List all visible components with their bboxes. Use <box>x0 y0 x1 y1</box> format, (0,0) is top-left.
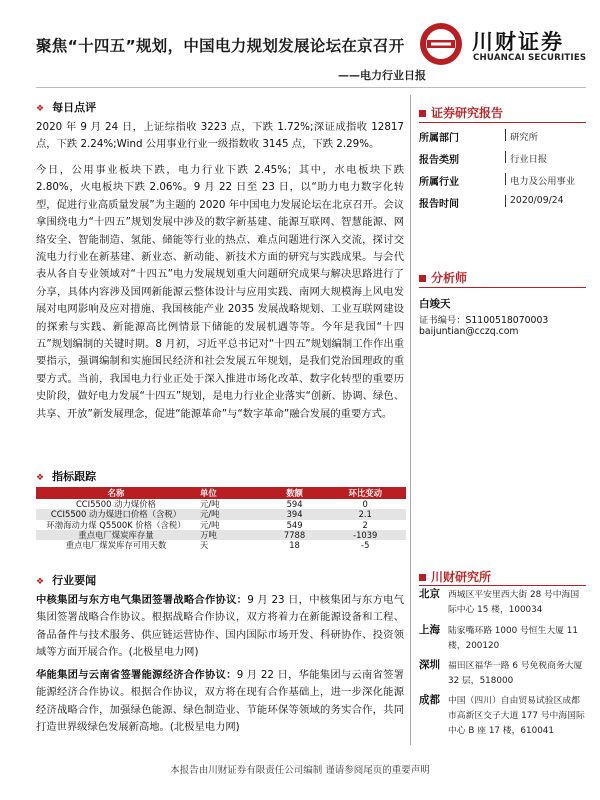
diamond-bullet-icon: ❖ <box>36 577 45 587</box>
analyst-email[interactable]: baijuntian@cczq.com <box>419 326 519 337</box>
office-address: 西城区平安里西大街 28 号中海国际中心 15 楼，100034 <box>448 590 580 615</box>
column-header: 环比变动 <box>324 487 406 499</box>
indicator-value: 594 <box>286 499 303 509</box>
analyst-name: 白竣天 <box>419 298 451 310</box>
info-value-industry: 电力及公用事业 <box>510 176 576 187</box>
daily-review-heading: ❖ 每日点评 <box>36 101 97 114</box>
square-bullet-icon <box>419 574 426 581</box>
square-bullet-icon <box>419 275 426 282</box>
square-bullet-icon <box>419 110 426 117</box>
footer-disclaimer: 本报告由川财证券有限责任公司编制 谨请参阅尾页的重要声明 <box>170 765 430 776</box>
indicator-unit: 元/吨 <box>199 519 220 530</box>
analyst-heading: 分析师 <box>419 269 467 286</box>
indicator-value: 18 <box>289 540 300 551</box>
info-value-dept: 研究所 <box>510 132 538 143</box>
news-item <box>36 592 404 662</box>
office-city: 深圳 <box>419 659 440 671</box>
info-separator <box>505 129 506 141</box>
daily-comment: 今日，公用事业板块下跌，电力行业下跌 2.45%；其中，水电板块下跌 2.80%，火电板块下跌 2.06%。9 月 22 日至 23 日，以“助力电力数字化转型，促进行业高质量发展”为主题的 2020 年中国电力发展论坛在北京召开。会议拿围绕电力“十四五”规划发展中涉及的数字新基建、能源互联网、智慧能源、网络安全、智能制造、氢能、储能等行业的热点、难点问题进行深入交流，探讨交流电力行业在新基建、新业态、新动能、新技术方面的研究与实践成果。与会代表从各自专业领域对“十四五”电力发展规划重大问题研究成果与解决思路进行了分享，具体内容涉及国网新能源云整体设计与应用实践、南网大规模海上风电发展对电网影响及应对措施、我国核能产业 2035 发展战略规划、工业互联网建设的探索与实践、新能源高比例情景下储能的发展机遇等等。今年是我国“十四五”规划编制的关键时期。8 月初，习近平总书记对“十四五”规划编制工作作出重要指示，强调编制和实施国民经济和社会发展五年规划，是我们党治国理政的重要方式。当前，我国电力行业正处于深入推进市场化改革、数字化转型的重要历史阶段，做好电力发展“十四五”规划，是电力行业企业落实“创新、协调、绿色、共享、开放”新发展理念，促进“能源革命”与“数字革命”融合发展的重要方式。 <box>36 164 404 420</box>
report-info-heading: 证券研究报告 <box>419 104 503 121</box>
page-subtitle: ——电力行业日报 <box>338 69 426 82</box>
news-text: 9 月 22 日，华能集团与云南省签署能源经济合作协议。根据合作协议，双方将在现有合作基础上，进一步深化能源经济战略合作，加强绿色能源、绿色制造业、节能环保等领域的务实合作，共同打造世界级绿色发展新高地。(北极星电力网) <box>36 669 404 734</box>
news-headline: 华能集团与云南省签署能源经济合作协议： <box>36 669 237 681</box>
company-logo <box>419 22 587 68</box>
table-row <box>36 520 406 530</box>
indicator-change: 2 <box>362 519 368 530</box>
indicator-name: CCI5500 动力煤进口价格（含税） <box>36 509 196 519</box>
market-summary: 2020 年 9 月 24 日，上证综指收 3223 点，下跌 1.72%;深证成指收 12817 点，下跌 2.24%;Wind 公用事业行业一级指数收 3145 点，下跌 2.29%。 <box>36 121 404 151</box>
office-address: 福田区福华一路 6 号免税商务大厦 32 层，518000 <box>448 661 583 686</box>
analyst-divider <box>419 287 586 288</box>
indicator-value: 394 <box>265 509 325 519</box>
info-separator <box>505 151 506 163</box>
industry-news-heading: ❖ 行业要闻 <box>36 574 97 587</box>
table-row <box>36 540 406 550</box>
table-row <box>36 509 406 519</box>
logo-text-en: CHUANCAI SECURITIES <box>473 53 587 63</box>
info-label-category: 报告类别 <box>419 155 459 166</box>
office-city: 北京 <box>419 588 440 600</box>
info-separator <box>505 195 506 207</box>
column-divider <box>410 95 411 745</box>
indicator-unit: 万吨 <box>196 530 265 540</box>
info-value-category: 行业日报 <box>510 154 548 165</box>
indicator-change: -5 <box>361 540 370 551</box>
institute-heading: 川财研究所 <box>419 568 491 585</box>
office-city: 上海 <box>419 624 440 636</box>
indicator-name: 重点电厂煤炭库存可用天数 <box>65 540 167 551</box>
report-info-divider <box>419 122 586 123</box>
info-label-date: 报告时间 <box>419 199 459 210</box>
news-headline: 中核集团与东方电气集团签署战略合作协议： <box>36 594 248 606</box>
indicator-change: 2.1 <box>324 509 406 519</box>
diamond-bullet-icon: ❖ <box>36 104 45 114</box>
info-label-industry: 所属行业 <box>419 177 459 188</box>
analyst-cert: 证书编号：S1100518070003 <box>419 315 549 326</box>
info-separator <box>505 173 506 185</box>
indicator-unit: 元/吨 <box>199 499 220 509</box>
indicator-name: 环渤海动力煤 Q5500K 价格（含税） <box>46 519 186 530</box>
office-address: 陆家嘴环路 1000 号恒生大厦 11 楼，200120 <box>448 626 578 651</box>
header-divider <box>36 87 586 88</box>
indicator-change: -1039 <box>324 530 406 540</box>
column-header: 单位 <box>196 487 265 499</box>
office-address: 中国（四川）自由贸易试验区成都市高新区交子大道 177 号中海国际中心 B 座 17 楼，610041 <box>448 696 585 736</box>
info-label-dept: 所属部门 <box>419 133 459 144</box>
indicator-table <box>36 487 406 550</box>
indicator-unit: 元/吨 <box>196 509 265 519</box>
news-item <box>36 667 404 737</box>
info-value-date: 2020/09/24 <box>510 195 564 206</box>
indicator-name: 重点电厂煤炭库存量 <box>36 530 196 540</box>
table-row <box>36 499 406 509</box>
indicator-name: CCI5500 动力煤价格 <box>75 499 156 509</box>
column-header: 名称 <box>36 487 196 499</box>
office-city: 成都 <box>419 694 440 706</box>
indicator-change: 0 <box>362 499 368 509</box>
institute-divider <box>419 585 586 586</box>
logo-emblem-icon <box>419 22 463 66</box>
news-text: 9 月 23 日，中核集团与东方电气集团签署战略合作协议。根据战略合作协议，双方将着力在新能源设备和工程、备品备件与技术服务、供应链运营协作、国内国际市场开发、科研协作、投资领域等方面开展合作。(北极星电力网) <box>36 594 404 659</box>
indicators-heading: ❖ 指标跟踪 <box>36 470 97 483</box>
page-title: 聚焦“十四五”规划，中国电力规划发展论坛在京召开 <box>36 37 405 55</box>
indicator-value: 549 <box>286 519 303 530</box>
column-header: 数额 <box>265 487 325 499</box>
indicator-value: 7788 <box>265 530 325 540</box>
table-header-row <box>36 487 406 499</box>
logo-text-cn: 川财证券 <box>472 30 564 54</box>
indicator-unit: 天 <box>199 540 209 551</box>
table-row <box>36 530 406 540</box>
diamond-bullet-icon: ❖ <box>36 473 45 483</box>
